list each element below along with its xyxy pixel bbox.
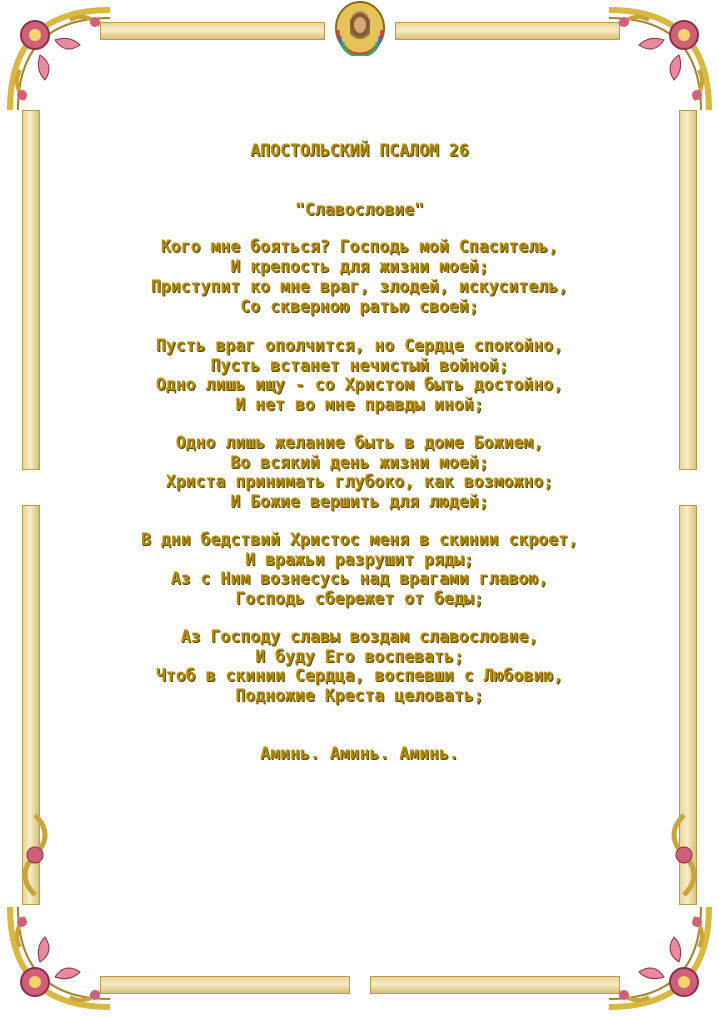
verse-line: Одно лишь ищу - со Христом быть достойно, — [155, 375, 564, 394]
closing-line: Аминь. Аминь. Аминь. — [260, 744, 459, 763]
verse-line: И крепость для жизни моей; — [230, 257, 489, 276]
verse-line: Подножие Креста целовать; — [235, 686, 484, 705]
verse-line: Аз Господу славы воздам славословие, — [180, 627, 539, 646]
verse-line: Приступит ко мне враг, злодей, искуситель, — [150, 277, 569, 296]
verse-line: Кого мне бояться? Господь мой Спаситель, — [160, 237, 559, 256]
page-title: АПОСТОЛЬСКИЙ ПСАЛОМ 26 — [250, 141, 469, 160]
verse-line: И буду Его воспевать; — [255, 647, 464, 666]
verse-line: И Божие вершить для людей; — [230, 492, 489, 511]
verse-line: Аз с Ним вознесусь над врагами главою, — [170, 569, 549, 588]
page-subtitle: "Славословие" — [294, 200, 425, 219]
verse-line: И нет во мне правды иной; — [235, 395, 484, 414]
verse-line: Во всякий день жизни моей; — [230, 453, 489, 472]
verse-line: Одно лишь желание быть в доме Божием, — [175, 433, 544, 452]
verse-line: Пусть враг ополчится, но Сердце спокойно, — [155, 336, 564, 355]
verse-line: Господь сбережет от беды; — [235, 589, 484, 608]
verse-line: И вражьи разрушит ряды; — [245, 550, 474, 569]
verse-line: Чтоб в скинии Сердца, воспевши с Любовию, — [155, 666, 564, 685]
verse-line: Пусть встанет нечистый войной; — [210, 356, 509, 375]
verse-line: Со скверною ратью своей; — [240, 297, 479, 316]
verse-line: Христа принимать глубоко, как возможно; — [165, 472, 554, 491]
verse-line: В дни бедствий Христос меня в скинии скроет, — [140, 530, 579, 549]
